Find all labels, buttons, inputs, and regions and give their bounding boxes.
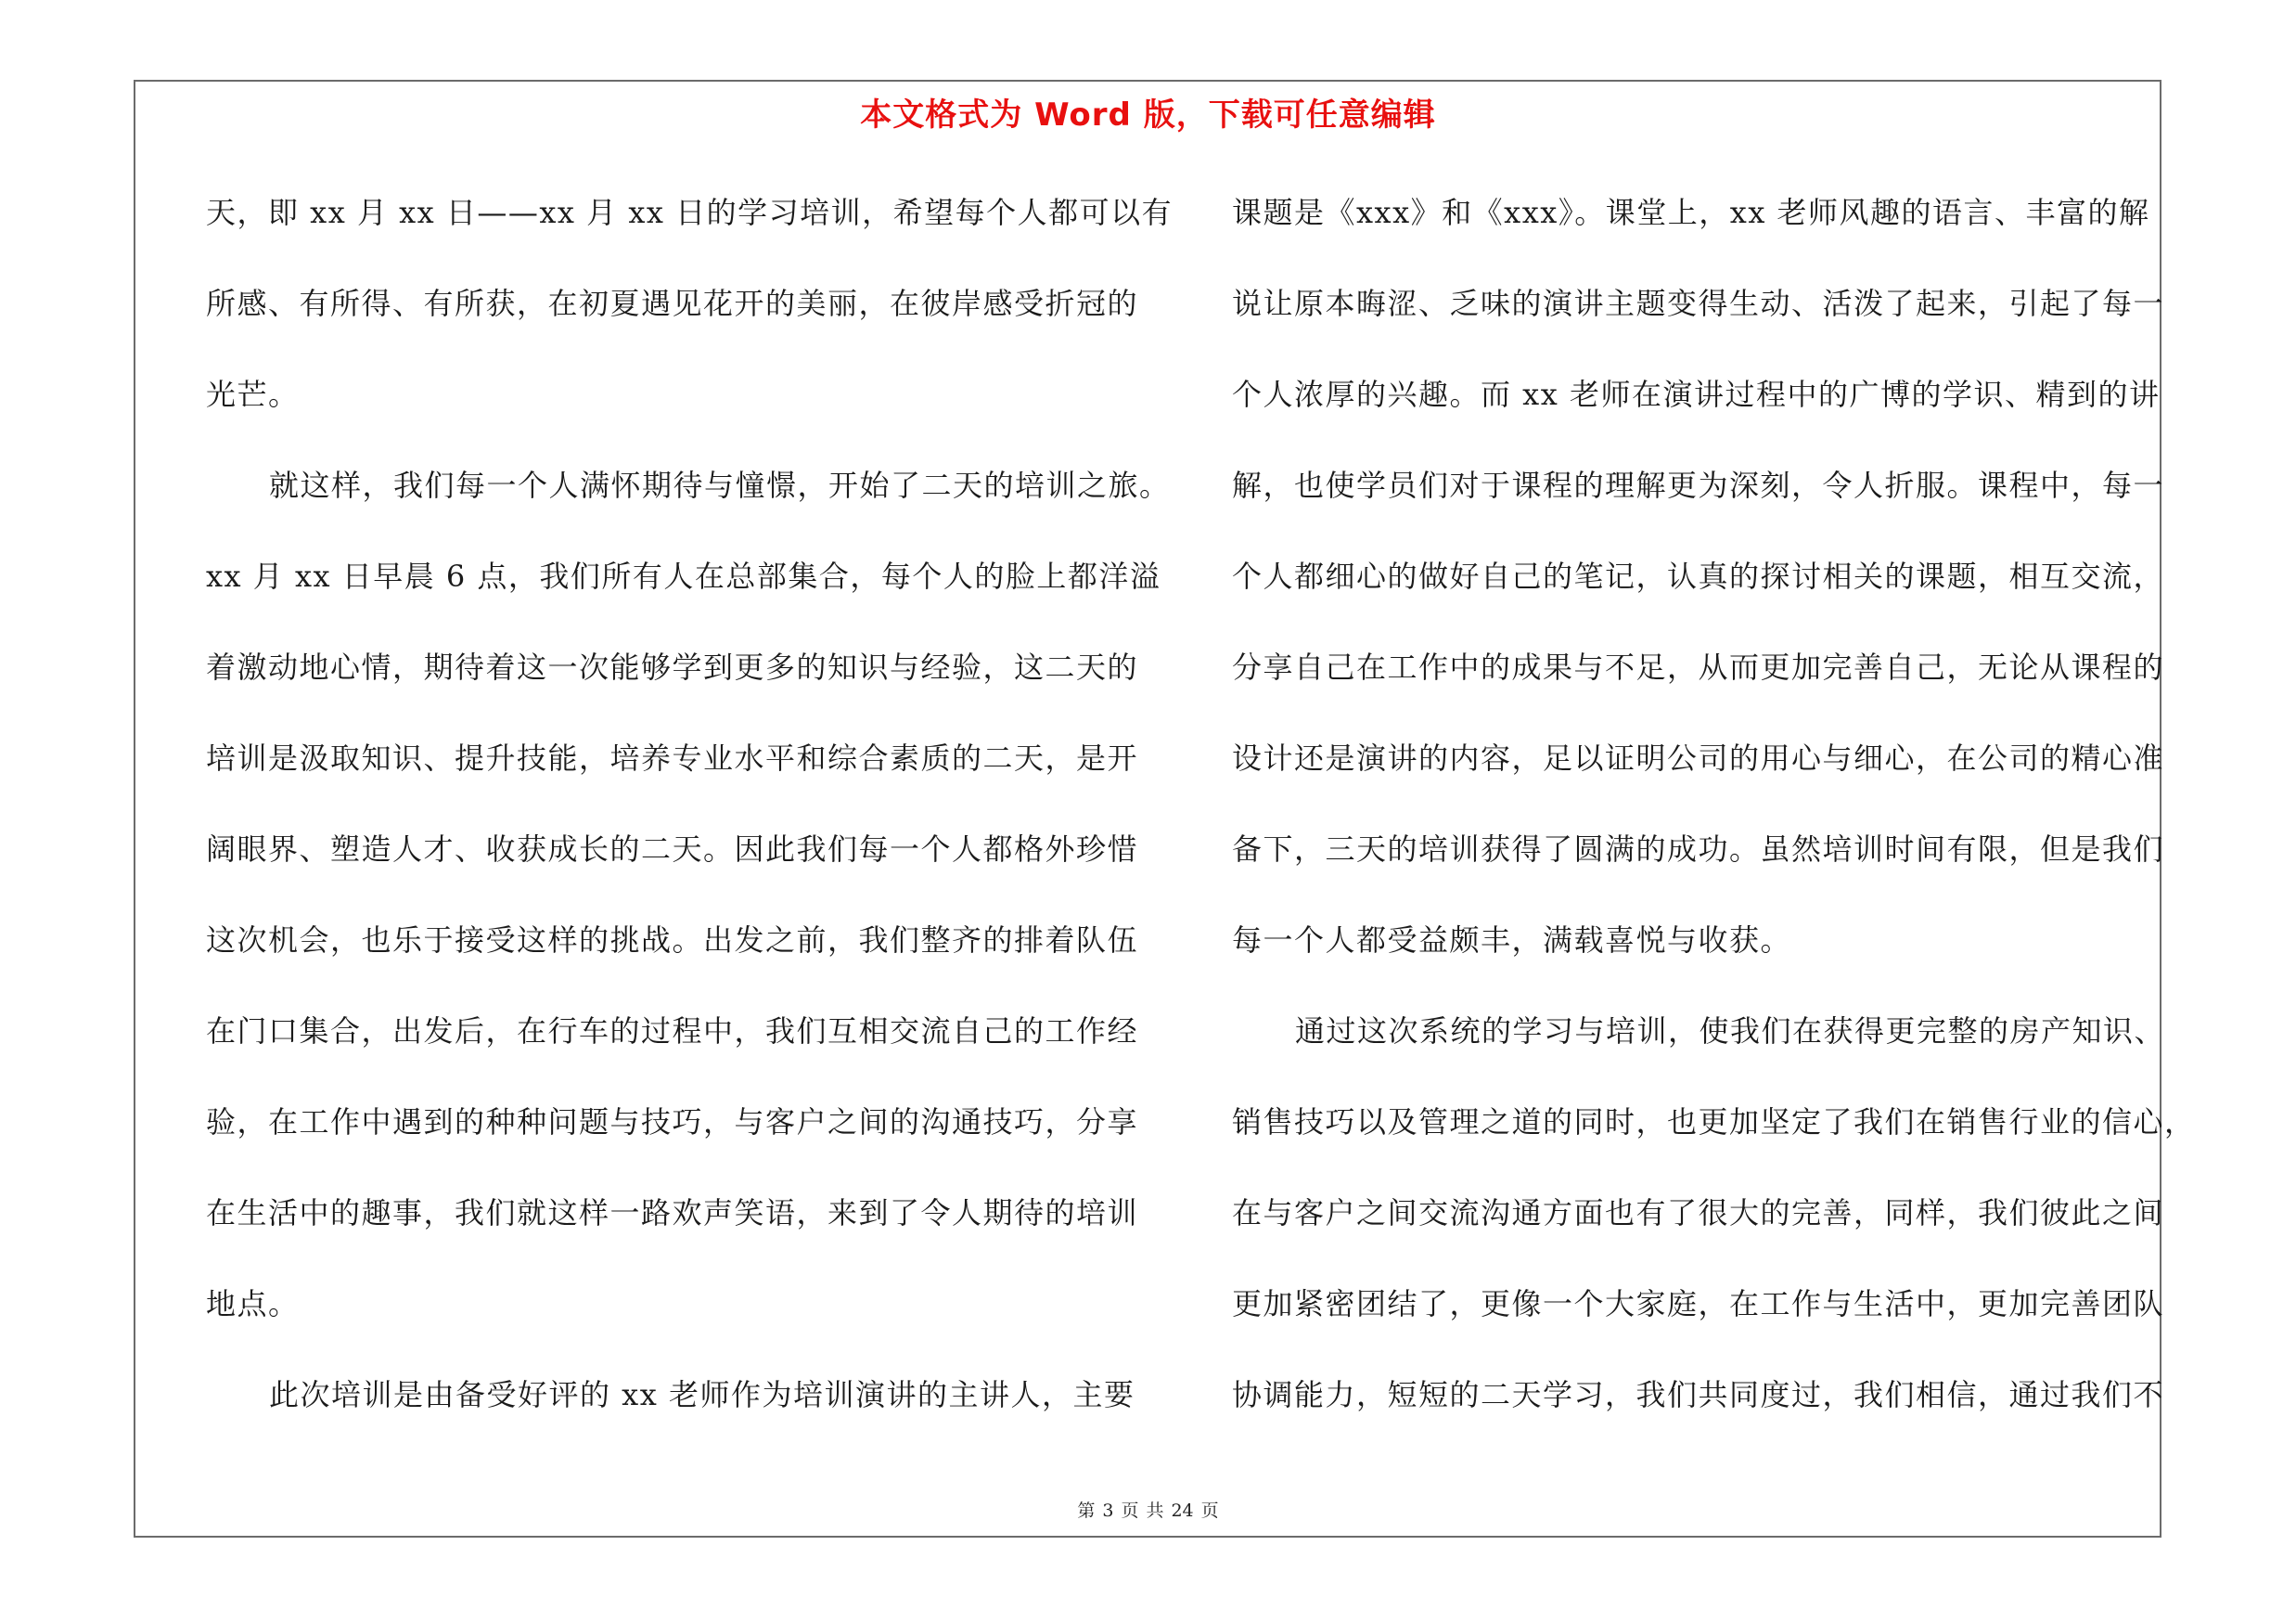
text-line: 就这样，我们每一个人满怀期待与憧憬，开始了二天的培训之旅。 (269, 468, 1171, 503)
text-line: 培训是汲取知识、提升技能，培养专业水平和综合素质的二天，是开 (206, 741, 1139, 776)
text-line: 此次培训是由备受好评的 xx 老师作为培训演讲的主讲人，主要 (269, 1377, 1135, 1412)
current-page-number: 3 (1102, 1501, 1114, 1521)
page-footer (0, 1497, 2296, 1522)
footer-total-word: 共 (1146, 1501, 1164, 1521)
footer-suffix: 页 (1200, 1501, 1219, 1521)
text-line: 说让原本晦涩、乏味的演讲主题变得生动、活泼了起来，引起了每一 (1232, 286, 2165, 321)
text-line: 着激动地心情，期待着这一次能够学到更多的知识与经验，这二天的 (206, 650, 1139, 685)
footer-prefix: 第 (1077, 1501, 1096, 1521)
text-line: 在生活中的趣事，我们就这样一路欢声笑语，来到了令人期待的培训 (206, 1195, 1139, 1230)
text-line: 阔眼界、塑造人才、收获成长的二天。因此我们每一个人都格外珍惜 (206, 831, 1139, 867)
text-line: 解，也使学员们对于课程的理解更为深刻，令人折服。课程中，每一 (1232, 468, 2165, 503)
text-line: 光芒。 (206, 377, 300, 412)
text-line: 地点。 (206, 1286, 300, 1321)
text-line: 备下，三天的培训获得了圆满的成功。虽然培训时间有限，但是我们 (1232, 831, 2165, 867)
text-line: 销售技巧以及管理之道的同时，也更加坚定了我们在销售行业的信心， (1232, 1104, 2196, 1140)
text-line: 在门口集合，出发后，在行车的过程中，我们互相交流自己的工作经 (206, 1013, 1139, 1049)
text-line: 更加紧密团结了，更像一个大家庭，在工作与生活中，更加完善团队 (1232, 1286, 2165, 1321)
text-line: 课题是《xxx》和《xxx》。课堂上，xx 老师风趣的语言、丰富的解 (1232, 195, 2150, 230)
text-line: 分享自己在工作中的成果与不足，从而更加完善自己，无论从课程的 (1232, 650, 2165, 685)
text-line: 这次机会，也乐于接受这样的挑战。出发之前，我们整齐的排着队伍 (206, 922, 1139, 958)
text-line: 在与客户之间交流沟通方面也有了很大的完善，同样，我们彼此之间 (1232, 1195, 2165, 1230)
text-line: 每一个人都受益颇丰，满载喜悦与收获。 (1232, 922, 1792, 958)
text-line: 个人都细心的做好自己的笔记，认真的探讨相关的课题，相互交流， (1232, 559, 2165, 594)
format-notice-banner: 本文格式为 Word 版，下载可任意编辑 (860, 97, 1436, 134)
left-text-column (206, 182, 1174, 1455)
text-line: 通过这次系统的学习与培训，使我们在获得更完整的房产知识、 (1295, 1013, 2166, 1049)
text-line: 天，即 xx 月 xx 日——xx 月 xx 日的学习培训，希望每个人都可以有 (206, 195, 1174, 230)
text-line: 个人浓厚的兴趣。而 xx 老师在演讲过程中的广博的学识、精到的讲 (1232, 377, 2161, 412)
total-page-count: 24 (1171, 1501, 1194, 1521)
text-line: 验，在工作中遇到的种种问题与技巧，与客户之间的沟通技巧，分享 (206, 1104, 1139, 1140)
right-text-column (1232, 182, 2196, 1455)
footer-page-word: 页 (1121, 1501, 1139, 1521)
text-line: 协调能力，短短的二天学习，我们共同度过，我们相信，通过我们不 (1232, 1377, 2165, 1412)
text-line: 所感、有所得、有所获，在初夏遇见花开的美丽，在彼岸感受折冠的 (206, 286, 1139, 321)
text-line: 设计还是演讲的内容，足以证明公司的用心与细心，在公司的精心准 (1232, 741, 2165, 776)
text-line: xx 月 xx 日早晨 6 点，我们所有人在总部集合，每个人的脸上都洋溢 (206, 559, 1161, 594)
